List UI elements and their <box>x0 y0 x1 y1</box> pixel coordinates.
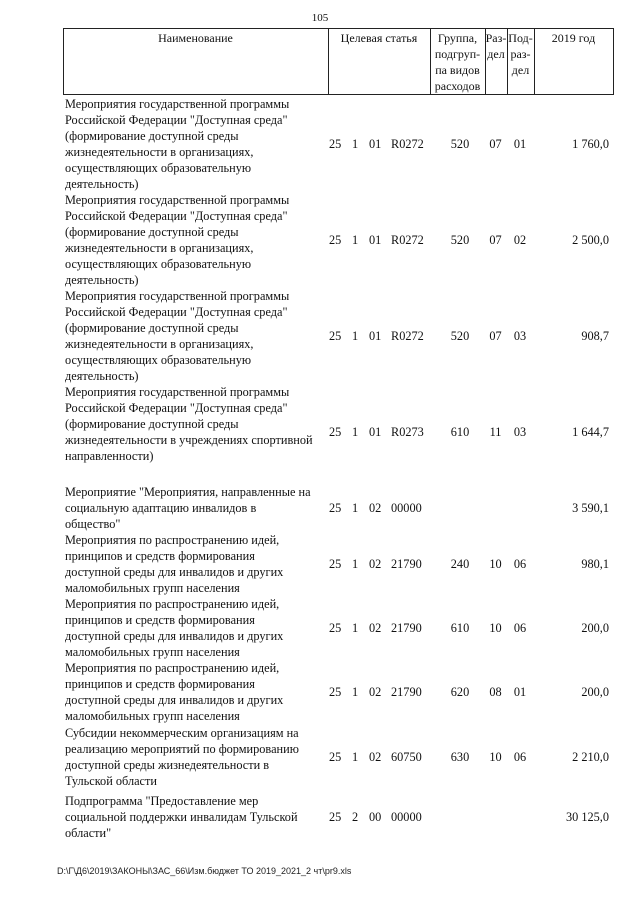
amount-2019: 200,0 <box>581 685 609 699</box>
target-direction-code: 60750 <box>391 750 422 764</box>
row-name-line: реализацию мероприятий по формированию <box>65 742 299 756</box>
target-direction-code: R0273 <box>391 425 424 439</box>
row-name-line: Тульской области <box>65 774 157 788</box>
row-name-line: Мероприятия по распространению идей, <box>65 597 280 611</box>
target-program-code: 25 <box>329 557 342 571</box>
target-direction-code: 00000 <box>391 810 422 824</box>
header-name: Наименование <box>158 31 233 45</box>
target-subprogram-code: 1 <box>352 750 359 764</box>
podrazdel: 03 <box>513 425 527 439</box>
row-name-line: осуществляющих образовательную <box>65 353 252 367</box>
row-name-line: (формирование доступной среды <box>65 417 239 431</box>
row-name-line: (формирование доступной среды <box>65 129 239 143</box>
target-measure-code: 01 <box>369 137 382 151</box>
target-program-code: 25 <box>329 137 342 151</box>
header-podrazdel-line: дел <box>511 63 530 77</box>
amount-2019: 1 760,0 <box>572 137 609 151</box>
target-program-code: 25 <box>329 329 342 343</box>
row-name-line: жизнедеятельности в организациях, <box>65 241 254 255</box>
row-name-line: доступной среды для инвалидов и других <box>65 629 284 643</box>
row-name-line: жизнедеятельности в организациях, <box>65 337 254 351</box>
row-name-line: принципов и средств формирования <box>65 549 255 563</box>
target-subprogram-code: 1 <box>352 501 359 515</box>
target-program-code: 25 <box>329 501 342 515</box>
row-name-line: деятельность) <box>65 273 139 287</box>
target-subprogram-code: 1 <box>352 425 359 439</box>
target-direction-code: R0272 <box>391 233 424 247</box>
expense-group: 240 <box>450 557 470 571</box>
row-name-line: (формирование доступной среды <box>65 225 239 239</box>
row-name-line: принципов и средств формирования <box>65 677 255 691</box>
row-name-line: доступной среды для инвалидов и других <box>65 565 284 579</box>
row-name-line: социальную адаптацию инвалидов в <box>65 501 257 515</box>
expense-group: 520 <box>450 137 470 151</box>
razdel: 10 <box>489 557 502 571</box>
row-name-line: жизнедеятельности в учреждениях спортивной <box>65 433 313 447</box>
row-name <box>65 484 333 532</box>
target-measure-code: 02 <box>369 750 382 764</box>
target-measure-code: 01 <box>369 329 382 343</box>
amount-2019: 1 644,7 <box>572 425 609 439</box>
expense-group: 520 <box>450 329 470 343</box>
target-program-code: 25 <box>329 685 342 699</box>
target-subprogram-code: 1 <box>352 557 359 571</box>
target-subprogram-code: 1 <box>352 685 359 699</box>
page-number: 105 <box>311 12 329 24</box>
podrazdel: 01 <box>513 685 527 699</box>
header-bottom-border <box>63 94 614 95</box>
amount-2019: 30 125,0 <box>565 810 609 824</box>
row-name <box>65 384 333 464</box>
expense-group: 620 <box>450 685 470 699</box>
header-target: Целевая статья <box>340 31 418 45</box>
target-program-code: 25 <box>329 750 342 764</box>
target-program-code: 25 <box>329 621 342 635</box>
podrazdel: 06 <box>513 621 527 635</box>
header-razdel-line: дел <box>487 47 505 61</box>
target-subprogram-code: 1 <box>352 233 359 247</box>
razdel: 07 <box>489 137 502 151</box>
target-direction-code: 00000 <box>391 501 422 515</box>
row-name-line: направленности) <box>65 449 154 463</box>
header-podrazdel-line: Под- <box>508 31 533 45</box>
row-name <box>65 596 333 660</box>
target-direction-code: 21790 <box>391 685 422 699</box>
target-measure-code: 01 <box>369 425 382 439</box>
podrazdel: 06 <box>513 750 527 764</box>
razdel: 11 <box>489 425 502 439</box>
amount-2019: 200,0 <box>581 621 609 635</box>
row-name-line: жизнедеятельности в организациях, <box>65 145 254 159</box>
podrazdel: 01 <box>513 137 527 151</box>
row-name-line: доступной среды для инвалидов и других <box>65 693 284 707</box>
target-subprogram-code: 1 <box>352 621 359 635</box>
header-group-line: расходов <box>434 79 481 93</box>
amount-2019: 980,1 <box>581 557 609 571</box>
target-measure-code: 02 <box>369 621 382 635</box>
header-razdel <box>485 30 507 62</box>
target-direction-code: R0272 <box>391 329 424 343</box>
row-name-line: Российской Федерации "Доступная среда" <box>65 401 288 415</box>
amount-2019: 908,7 <box>581 329 609 343</box>
row-name-line: (формирование доступной среды <box>65 321 239 335</box>
row-name-line: осуществляющих образовательную <box>65 257 252 271</box>
target-measure-code: 01 <box>369 233 382 247</box>
header-razdel-line: Раз- <box>485 31 507 45</box>
target-measure-code: 02 <box>369 557 382 571</box>
target-measure-code: 02 <box>369 501 382 515</box>
row-name-line: Мероприятия государственной программы <box>65 97 290 111</box>
header-group-line: Группа, <box>437 31 478 45</box>
row-name <box>65 96 333 192</box>
razdel: 10 <box>489 750 502 764</box>
header-year: 2019 год <box>551 31 596 45</box>
row-name-line: Мероприятия по распространению идей, <box>65 661 280 675</box>
target-direction-code: 21790 <box>391 557 422 571</box>
target-measure-code: 00 <box>369 810 382 824</box>
target-subprogram-code: 1 <box>352 137 359 151</box>
header-group-line: подгруп- <box>434 47 481 61</box>
target-subprogram-code: 2 <box>352 810 359 824</box>
row-name-line: осуществляющих образовательную <box>65 161 252 175</box>
row-name <box>65 793 333 841</box>
row-name-line: Российской Федерации "Доступная среда" <box>65 209 288 223</box>
razdel: 08 <box>489 685 502 699</box>
row-name-line: принципов и средств формирования <box>65 613 255 627</box>
target-direction-code: 21790 <box>391 621 422 635</box>
row-name-line: Российской Федерации "Доступная среда" <box>65 305 288 319</box>
row-name-line: Субсидии некоммерческим организациям на <box>65 726 299 740</box>
row-name-line: маломобильных групп населения <box>65 709 240 723</box>
row-name-line: Мероприятия государственной программы <box>65 289 290 303</box>
row-name-line: Мероприятия государственной программы <box>65 385 290 399</box>
row-name-line: деятельность) <box>65 177 139 191</box>
row-name-line: деятельность) <box>65 369 139 383</box>
row-name <box>65 288 333 384</box>
expense-group: 610 <box>450 425 470 439</box>
row-name <box>65 660 333 724</box>
row-name-line: доступной среды жизнедеятельности в <box>65 758 270 772</box>
expense-group: 520 <box>450 233 470 247</box>
amount-2019: 2 500,0 <box>572 233 609 247</box>
header-divider <box>613 28 614 95</box>
row-name-line: социальной поддержки инвалидам Тульской <box>65 810 298 824</box>
target-program-code: 25 <box>329 233 342 247</box>
expense-group: 610 <box>450 621 470 635</box>
file-path-footer: D:\Г\Д6\2019\ЗАКОНЫ\ЗАС_66\Изм.бюджет ТО 2019_2021_2 чт\pr9.xls <box>57 866 352 876</box>
row-name-line: Мероприятия по распространению идей, <box>65 533 280 547</box>
amount-2019: 3 590,1 <box>572 501 609 515</box>
header-group-line: па видов <box>435 63 480 77</box>
row-name-line: Российской Федерации "Доступная среда" <box>65 113 288 127</box>
expense-group: 630 <box>450 750 470 764</box>
razdel: 07 <box>489 233 502 247</box>
row-name <box>65 192 333 288</box>
podrazdel: 02 <box>513 233 527 247</box>
header-podrazdel <box>507 30 534 78</box>
row-name <box>65 725 333 789</box>
row-name-line: Мероприятие "Мероприятия, направленные на <box>65 485 311 499</box>
header-top-border <box>63 28 614 29</box>
header-podrazdel-line: раз- <box>510 47 531 61</box>
podrazdel: 03 <box>513 329 527 343</box>
razdel: 07 <box>489 329 502 343</box>
target-direction-code: R0272 <box>391 137 424 151</box>
header-group <box>430 30 485 94</box>
target-measure-code: 02 <box>369 685 382 699</box>
row-name-line: общество" <box>65 517 121 531</box>
razdel: 10 <box>489 621 502 635</box>
target-subprogram-code: 1 <box>352 329 359 343</box>
target-program-code: 25 <box>329 810 342 824</box>
row-name-line: Мероприятия государственной программы <box>65 193 290 207</box>
podrazdel: 06 <box>513 557 527 571</box>
row-name <box>65 532 333 596</box>
row-name-line: области" <box>65 826 112 840</box>
target-program-code: 25 <box>329 425 342 439</box>
row-name-line: маломобильных групп населения <box>65 581 240 595</box>
row-name-line: Подпрограмма "Предоставление мер <box>65 794 259 808</box>
amount-2019: 2 210,0 <box>572 750 609 764</box>
row-name-line: маломобильных групп населения <box>65 645 240 659</box>
